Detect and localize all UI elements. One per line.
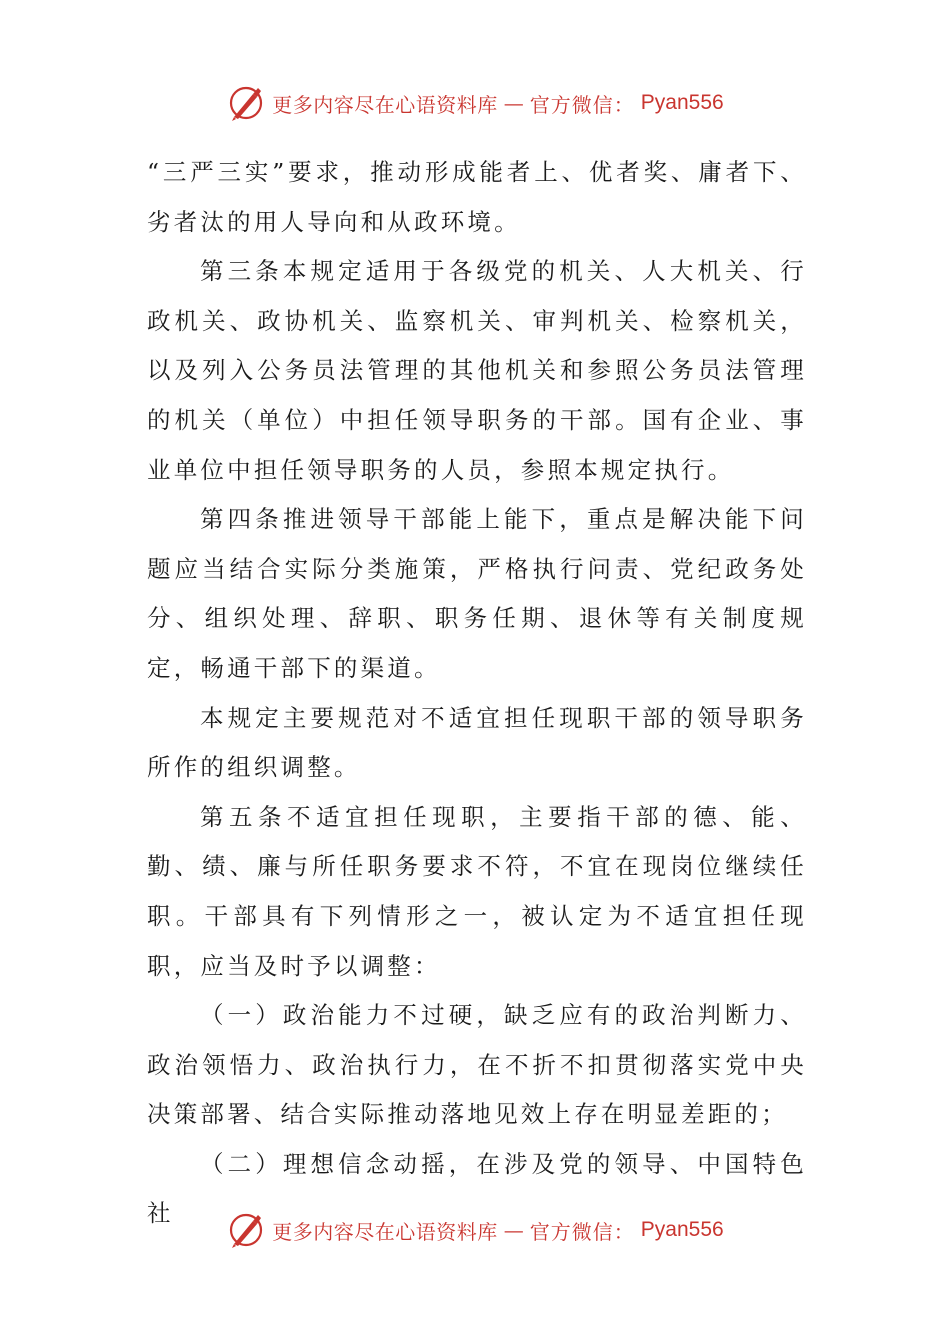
paragraph-article-4: 第四条推进领导干部能上能下，重点是解决能下问题应当结合实际分类施策，严格执行问责、党纪政务处分、组织处理、辞职、职务任期、退休等有关制度规定，畅通干部下的渠道。 — [147, 505, 807, 682]
paragraph-scope: 本规定主要规范对不适宜担任现职干部的领导职务所作的组织调整。 — [147, 703, 807, 782]
watermark-wechat-id: Pyan556 — [640, 91, 724, 114]
watermark-wechat-label: 官方微信： — [529, 1219, 635, 1244]
pen-logo-icon — [226, 83, 266, 123]
paragraph-article-5: 第五条不适宜担任现职，主要指干部的德、能、勤、绩、廉与所任职务要求不符，不宜在现岗位继续任职。干部具有下列情形之一，被认定为不适宜担任现职，应当及时予以调整： — [147, 802, 807, 980]
watermark-wechat-id: Pyan556 — [640, 1218, 724, 1241]
paragraph-article-3: 第三条本规定适用于各级党的机关、人大机关、行政机关、政协机关、监察机关、审判机关、检察机关，以及列入公务员法管理的其他机关和参照公务员法管理的机关（单位）中担任领导职务的干部。国有企业、事业单位中担任领导职务的人员，参照本规定执行。 — [147, 257, 807, 484]
watermark-dash: — — [503, 91, 524, 115]
watermark-brand-text: 更多内容尽在心语资料库 — [272, 1219, 498, 1244]
paragraph-item-1: （一）政治能力不过硬，缺乏应有的政治判断力、政治领悟力、政治执行力，在不折不扣贯彻落实党中央决策部署、结合实际推动落地见效上存在明显差距的； — [147, 1001, 807, 1129]
watermark-brand-text: 更多内容尽在心语资料库 — [272, 92, 498, 117]
watermark-footer — [0, 1210, 950, 1250]
watermark-header — [0, 83, 950, 123]
watermark-wechat-label: 官方微信： — [529, 92, 635, 117]
pen-logo-icon — [226, 1210, 266, 1250]
document-body — [147, 148, 807, 1239]
paragraph-item-2: （二）理想信念动摇，在涉及党的领导、中国特色社 — [147, 1149, 807, 1228]
paragraph-1: “三严三实”要求，推动形成能者上、优者奖、庸者下、劣者汰的用人导向和从政环境。 — [147, 158, 807, 236]
watermark-dash: — — [503, 1218, 524, 1242]
